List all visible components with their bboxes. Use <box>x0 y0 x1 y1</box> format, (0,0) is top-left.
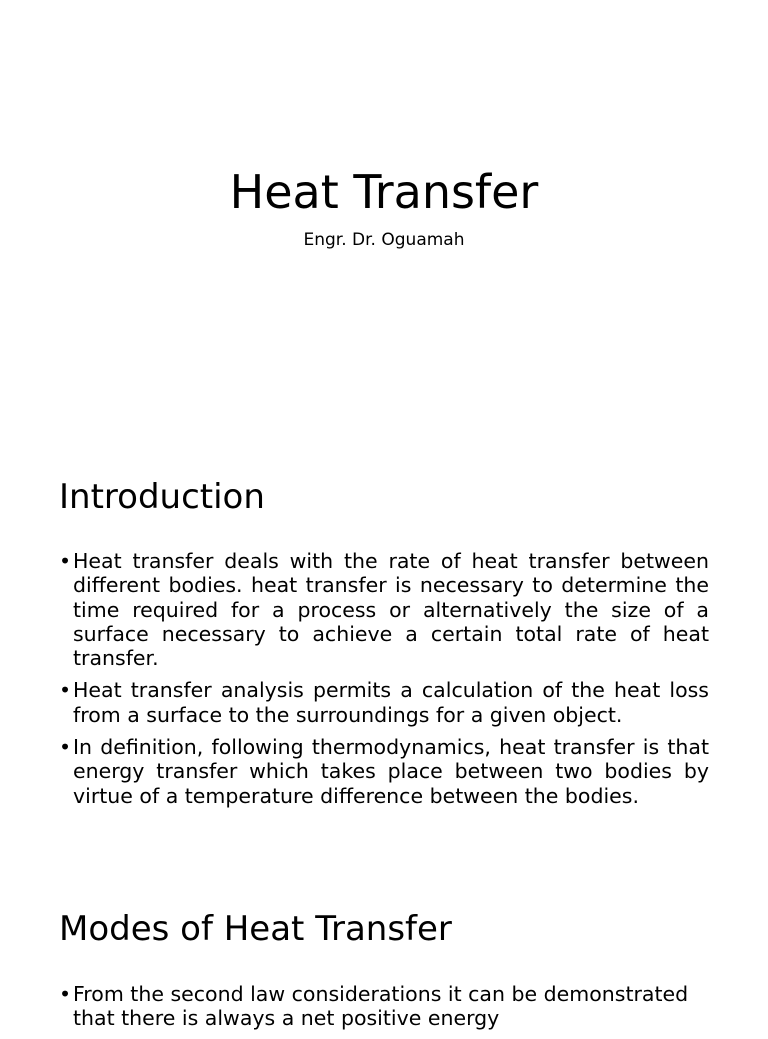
bullet-text: Heat transfer analysis permits a calculation of the heat loss from a surface to the surroundings for a given object. <box>73 678 709 727</box>
modes-bullet-list <box>59 982 709 1039</box>
bullet-text: From the second law considerations it can be demonstrated that there is always a net positive energy <box>73 982 689 1031</box>
bullet-text: Heat transfer deals with the rate of heat transfer between different bodies. heat transfer is necessary to determine the time required for a process or alternatively the size of a surface necessary to achieve a certain total rate of heat transfer. <box>73 549 709 671</box>
list-item <box>59 549 709 670</box>
introduction-heading: Introduction <box>59 477 265 517</box>
bullet-icon: • <box>59 678 72 703</box>
bullet-icon: • <box>59 982 72 1006</box>
title-slide <box>0 0 768 432</box>
introduction-bullet-list <box>59 549 709 816</box>
list-item <box>59 982 709 1031</box>
author-subtitle: Engr. Dr. Oguamah <box>303 230 465 250</box>
list-item <box>59 678 709 727</box>
bullet-text: In definition, following thermodynamics, heat transfer is that energy transfer which takes place between two bodies by virtue of a temperature difference between the bodies. <box>73 735 709 808</box>
bullet-icon: • <box>59 549 72 573</box>
bullet-icon: • <box>59 735 72 760</box>
page-title: Heat Transfer <box>229 165 539 219</box>
modes-heading: Modes of Heat Transfer <box>59 909 452 949</box>
list-item <box>59 735 709 808</box>
